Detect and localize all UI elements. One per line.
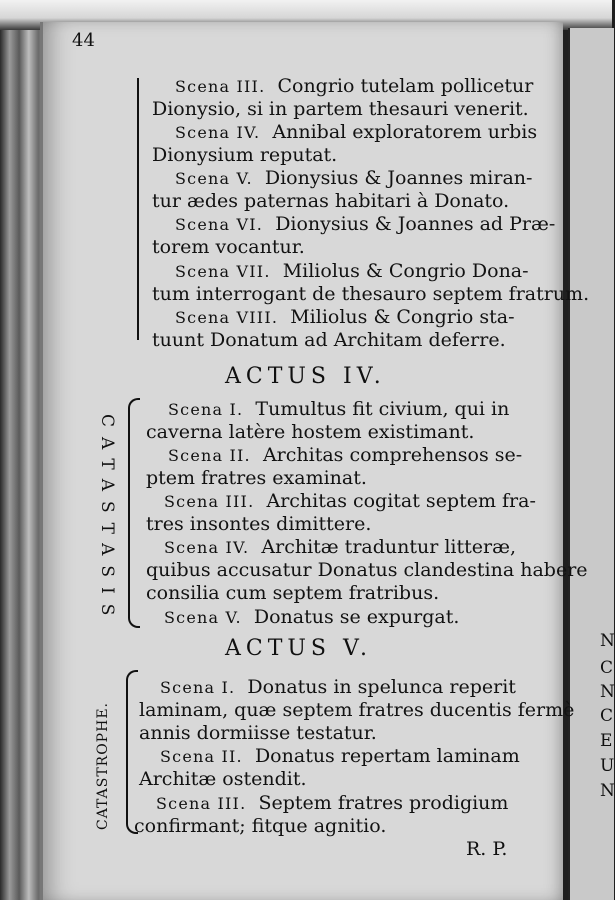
scene-continuation: tuunt Donatum ad Architam deferre.	[152, 329, 506, 351]
catastasis-side-label: CATASTASIS	[97, 414, 117, 626]
scene-continuation: torem vocantur.	[152, 236, 305, 258]
scene-continuation: Dionysium reputat.	[152, 144, 338, 166]
scene-continuation: tres insontes dimittere.	[146, 513, 372, 535]
scene-line: Scena VII. Miliolus & Congrio Dona-	[175, 260, 529, 282]
scene-line: Scena VIII. Miliolus & Congrio sta-	[175, 306, 515, 328]
adjacent-page-letter: N	[600, 781, 615, 801]
scene-line: Scena II. Architas comprehensos se-	[168, 444, 523, 466]
scene-line: Scena III. Congrio tutelam pollicetur	[175, 75, 534, 97]
page-number: 44	[72, 30, 95, 51]
scene-line: Scena II. Donatus repertam laminam	[160, 745, 520, 767]
scene-line: Scena IV. Annibal exploratorem urbis	[175, 121, 538, 143]
scene-line: Scena V. Dionysius & Joannes miran-	[175, 167, 533, 189]
scene-line: Scena VI. Dionysius & Joannes ad Præ-	[175, 213, 556, 235]
scene-continuation: Dionysio, si in partem thesauri venerit.	[152, 98, 529, 120]
scene-continuation: confirmant; fitque agnitio.	[134, 815, 387, 837]
adjacent-page-letter: C	[600, 658, 614, 678]
scene-list-bracket-line	[137, 78, 139, 340]
catastrophe-side-label: CATASTROPHE.	[95, 702, 111, 830]
adjacent-page	[568, 28, 614, 900]
scene-line: Scena IV. Architæ traduntur litteræ,	[164, 536, 517, 558]
scene-continuation: ptem fratres examinat.	[146, 467, 367, 489]
scene-line: Scena I. Tumultus fit civium, qui in	[168, 398, 510, 420]
adjacent-page-letter: C	[600, 706, 614, 726]
scene-continuation: laminam, quæ septem fratres ducentis fermè	[139, 699, 575, 721]
scene-continuation: tum interrogant de thesauro septem fratrum.	[152, 283, 590, 305]
catchword: R. P.	[466, 838, 508, 860]
scene-line: Scena III. Architas cogitat septem fra-	[164, 490, 536, 512]
act-heading: ACTUS V.	[225, 636, 373, 661]
scene-line: Scena I. Donatus in spelunca reperit	[160, 676, 516, 698]
scene-continuation: tur ædes paternas habitari à Donato.	[152, 190, 510, 212]
scene-continuation: quibus accusatur Donatus clandestina habere	[146, 559, 588, 581]
scene-continuation: Architæ ostendit.	[139, 768, 307, 790]
adjacent-page-letter: N	[600, 682, 615, 702]
scene-continuation: caverna latère hostem existimant.	[146, 421, 475, 443]
adjacent-page-letter: N	[600, 631, 615, 651]
scene-line: Scena V. Donatus se expurgat.	[164, 606, 460, 628]
act-bracket	[126, 670, 138, 834]
scene-continuation: annis dormiisse testatur.	[139, 722, 377, 744]
adjacent-page-letter: U	[600, 756, 615, 776]
scene-line: Scena III. Septem fratres prodigium	[156, 792, 509, 814]
act-heading: ACTUS IV.	[225, 364, 386, 389]
adjacent-page-letter: E	[600, 731, 613, 751]
act-bracket	[128, 398, 140, 628]
scene-continuation: consilia cum septem fratribus.	[146, 582, 440, 604]
